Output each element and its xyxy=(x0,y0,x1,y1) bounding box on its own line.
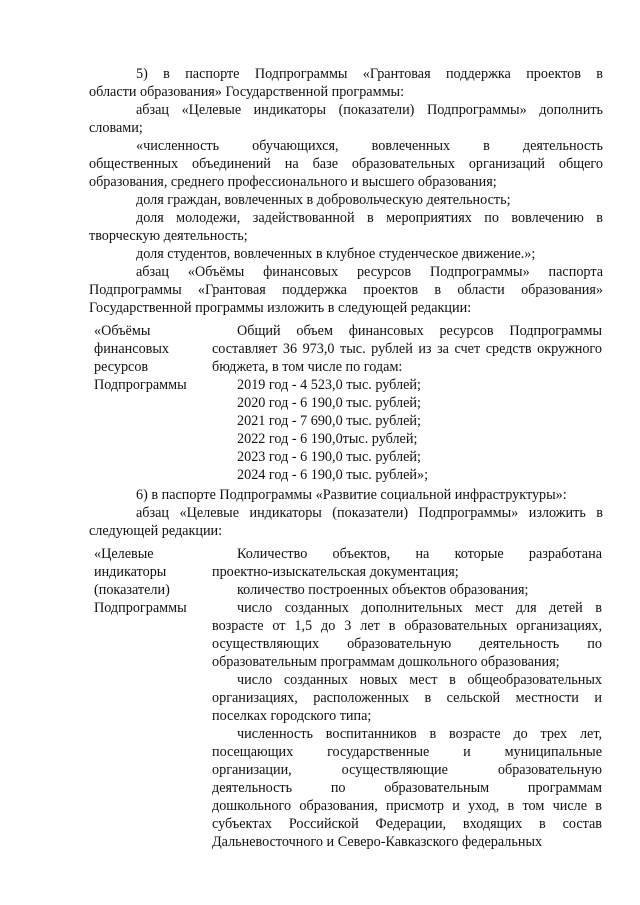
indicator-4: доля студентов, вовлеченных в клубное студенческое движение.»; xyxy=(136,246,536,262)
target-5-line5: дошкольного образования, присмотр и уход, в том числе в xyxy=(212,798,602,814)
finance-year-2023: 2023 год - 6 190,0 тыс. рублей; xyxy=(237,449,421,465)
p5-title-line1: 5) в паспорте Подпрограммы «Грантовая поддержка проектов в xyxy=(136,66,603,82)
indicators-label-line3: (показатели) xyxy=(94,582,170,598)
finance-text-line3: бюджета, в том числе по годам: xyxy=(212,359,403,375)
finance-year-2022: 2022 год - 6 190,0тыс. рублей; xyxy=(237,431,418,447)
target-5-line7: Дальневосточного и Северо-Кавказского федеральных xyxy=(212,834,543,850)
target-4-line3: поселках городского типа; xyxy=(212,708,372,724)
p5-volume-line1: абзац «Объёмы финансовых ресурсов Подпрограммы» паспорта xyxy=(136,264,603,280)
indicator-1-line3: образования, среднего профессионального и высшего образования; xyxy=(89,174,497,190)
target-5-line3: организации, осуществляющие образовательную xyxy=(212,762,602,778)
indicator-3-line2: творческую деятельность; xyxy=(89,228,248,244)
indicators-label-line4: Подпрограммы xyxy=(94,600,187,616)
indicator-1-line2: общественных объединений на базе образовательных организаций общего xyxy=(89,156,603,172)
target-5-line4: деятельность по образовательным программам xyxy=(212,780,602,796)
p5-volume-line2: Подпрограммы «Грантовая поддержка проектов в области образования» xyxy=(89,282,603,298)
indicator-2: доля граждан, вовлеченных в добровольческую деятельность; xyxy=(136,192,511,208)
target-3-line4: образовательным программам дошкольного образования; xyxy=(212,654,560,670)
p5-abzac-line1: абзац «Целевые индикаторы (показатели) Подпрограммы» дополнить xyxy=(136,102,603,118)
indicators-label-line1: «Целевые xyxy=(94,546,154,562)
target-1-line2: проектно-изыскательская документация; xyxy=(212,564,459,580)
p5-abzac-line2: словами; xyxy=(89,120,143,136)
target-3-line3: осуществляющих образовательную деятельность по xyxy=(212,636,602,652)
target-4-line2: организациях, расположенных в сельской местности и xyxy=(212,690,602,706)
target-5-line1: численность воспитанников в возрасте до трех лет, xyxy=(237,726,602,742)
finance-year-2024: 2024 год - 6 190,0 тыс. рублей»; xyxy=(237,467,429,483)
target-5-line6: субъектах Российской Федерации, входящих в состав xyxy=(212,816,602,832)
p6-abzac-line2: следующей редакции: xyxy=(89,523,223,539)
p5-volume-line3: Государственной программы изложить в следующей редакции: xyxy=(89,300,472,316)
finance-label-line4: Подпрограммы xyxy=(94,377,187,393)
finance-year-2019: 2019 год - 4 523,0 тыс. рублей; xyxy=(237,377,421,393)
finance-label-line1: «Объёмы xyxy=(94,323,151,339)
target-2: количество построенных объектов образования; xyxy=(237,582,529,598)
target-4-line1: число созданных новых мест в общеобразовательных xyxy=(237,672,602,688)
finance-year-2021: 2021 год - 7 690,0 тыс. рублей; xyxy=(237,413,421,429)
target-5-line2: посещающих государственные и муниципальные xyxy=(212,744,602,760)
indicator-1-line1: «численность обучающихся, вовлеченных в деятельность xyxy=(136,138,603,154)
finance-label-line2: финансовых xyxy=(94,341,169,357)
finance-text-line1: Общий объем финансовых ресурсов Подпрограммы xyxy=(237,323,602,339)
target-3-line2: возрасте от 1,5 до 3 лет в образовательных организациях, xyxy=(212,618,602,634)
p5-title-line2: области образования» Государственной программы: xyxy=(89,84,405,100)
indicator-3-line1: доля молодежи, задействованной в мероприятиях по вовлечению в xyxy=(136,210,603,226)
p6-title: 6) в паспорте Подпрограммы «Развитие социальной инфраструктуры»: xyxy=(136,487,567,503)
indicators-label-line2: индикаторы xyxy=(94,564,167,580)
target-1-line1: Количество объектов, на которые разработана xyxy=(237,546,602,562)
p6-abzac-line1: абзац «Целевые индикаторы (показатели) Подпрограммы» изложить в xyxy=(136,505,603,521)
finance-text-line2: составляет 36 973,0 тыс. рублей из за счет средств окружного xyxy=(212,341,602,357)
finance-label-line3: ресурсов xyxy=(94,359,149,375)
finance-year-2020: 2020 год - 6 190,0 тыс. рублей; xyxy=(237,395,421,411)
target-3-line1: число созданных дополнительных мест для детей в xyxy=(237,600,602,616)
